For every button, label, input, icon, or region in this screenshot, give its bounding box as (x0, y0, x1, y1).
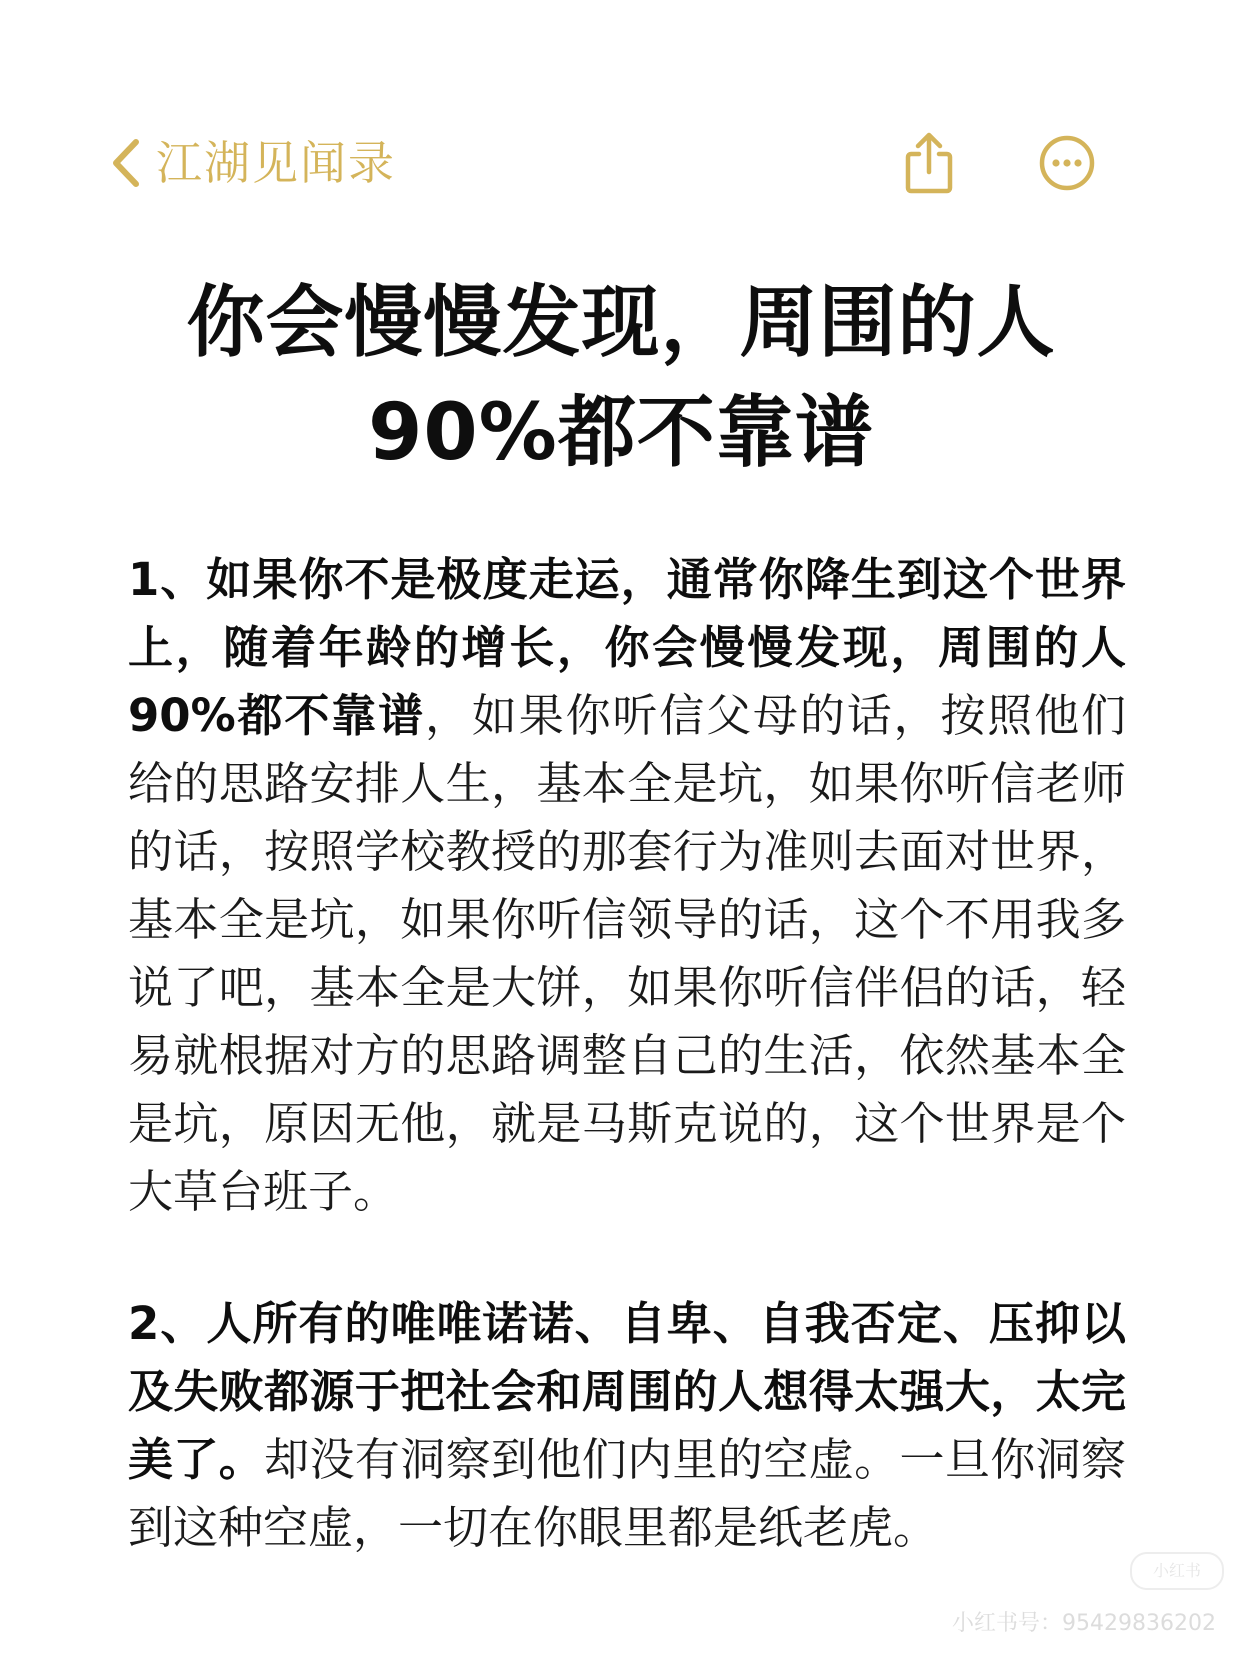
paragraph-1-bold: 1、如果你不是极度走运，通常你降生到这个世界上，随着年龄的增长，你会慢慢发现，周围的人90%都不靠谱 (128, 553, 1126, 742)
paragraph-2-text: 却没有洞察到他们内里的空虚。一旦你洞察到这种空虚，一切在你眼里都是纸老虎。 (128, 1433, 1126, 1554)
watermark-logo: 小红书 (1130, 1552, 1224, 1590)
watermark-id: 小红书号：95429836202 (952, 1611, 1216, 1636)
chevron-left-icon (108, 136, 142, 190)
more-button[interactable] (1032, 128, 1102, 198)
page-title (60, 268, 1182, 488)
paragraph-1 (128, 546, 1126, 1226)
share-button[interactable] (894, 128, 964, 198)
nav-bar (0, 118, 1242, 208)
paragraph-1-text: ，如果你听信父母的话，按照他们给的思路安排人生，基本全是坑，如果你听信老师的话，按照学校教授的那套行为准则去面对世界，基本全是坑，如果你听信领导的话，这个不用我多说了吧，基本全是大饼，如果你听信伴侣的话，轻易就根据对方的思路调整自己的生活，依然基本全是坑，原因无他，就是马斯克说的，这个世界是个大草台班子。 (128, 689, 1126, 1218)
title-line-2: 90%都不靠谱 (368, 388, 874, 478)
article-body (128, 546, 1126, 1562)
title-line-1: 你会慢慢发现，周围的人 (186, 278, 1056, 368)
back-label: 江湖见闻录 (156, 136, 396, 190)
paragraph-2 (128, 1290, 1126, 1562)
more-icon (1037, 133, 1097, 193)
back-button[interactable] (108, 130, 396, 196)
paragraph-2-bold: 2、人所有的唯唯诺诺、自卑、自我否定、压抑以及失败都源于把社会和周围的人想得太强大，太完美了。 (128, 1297, 1126, 1486)
share-icon (901, 130, 957, 196)
